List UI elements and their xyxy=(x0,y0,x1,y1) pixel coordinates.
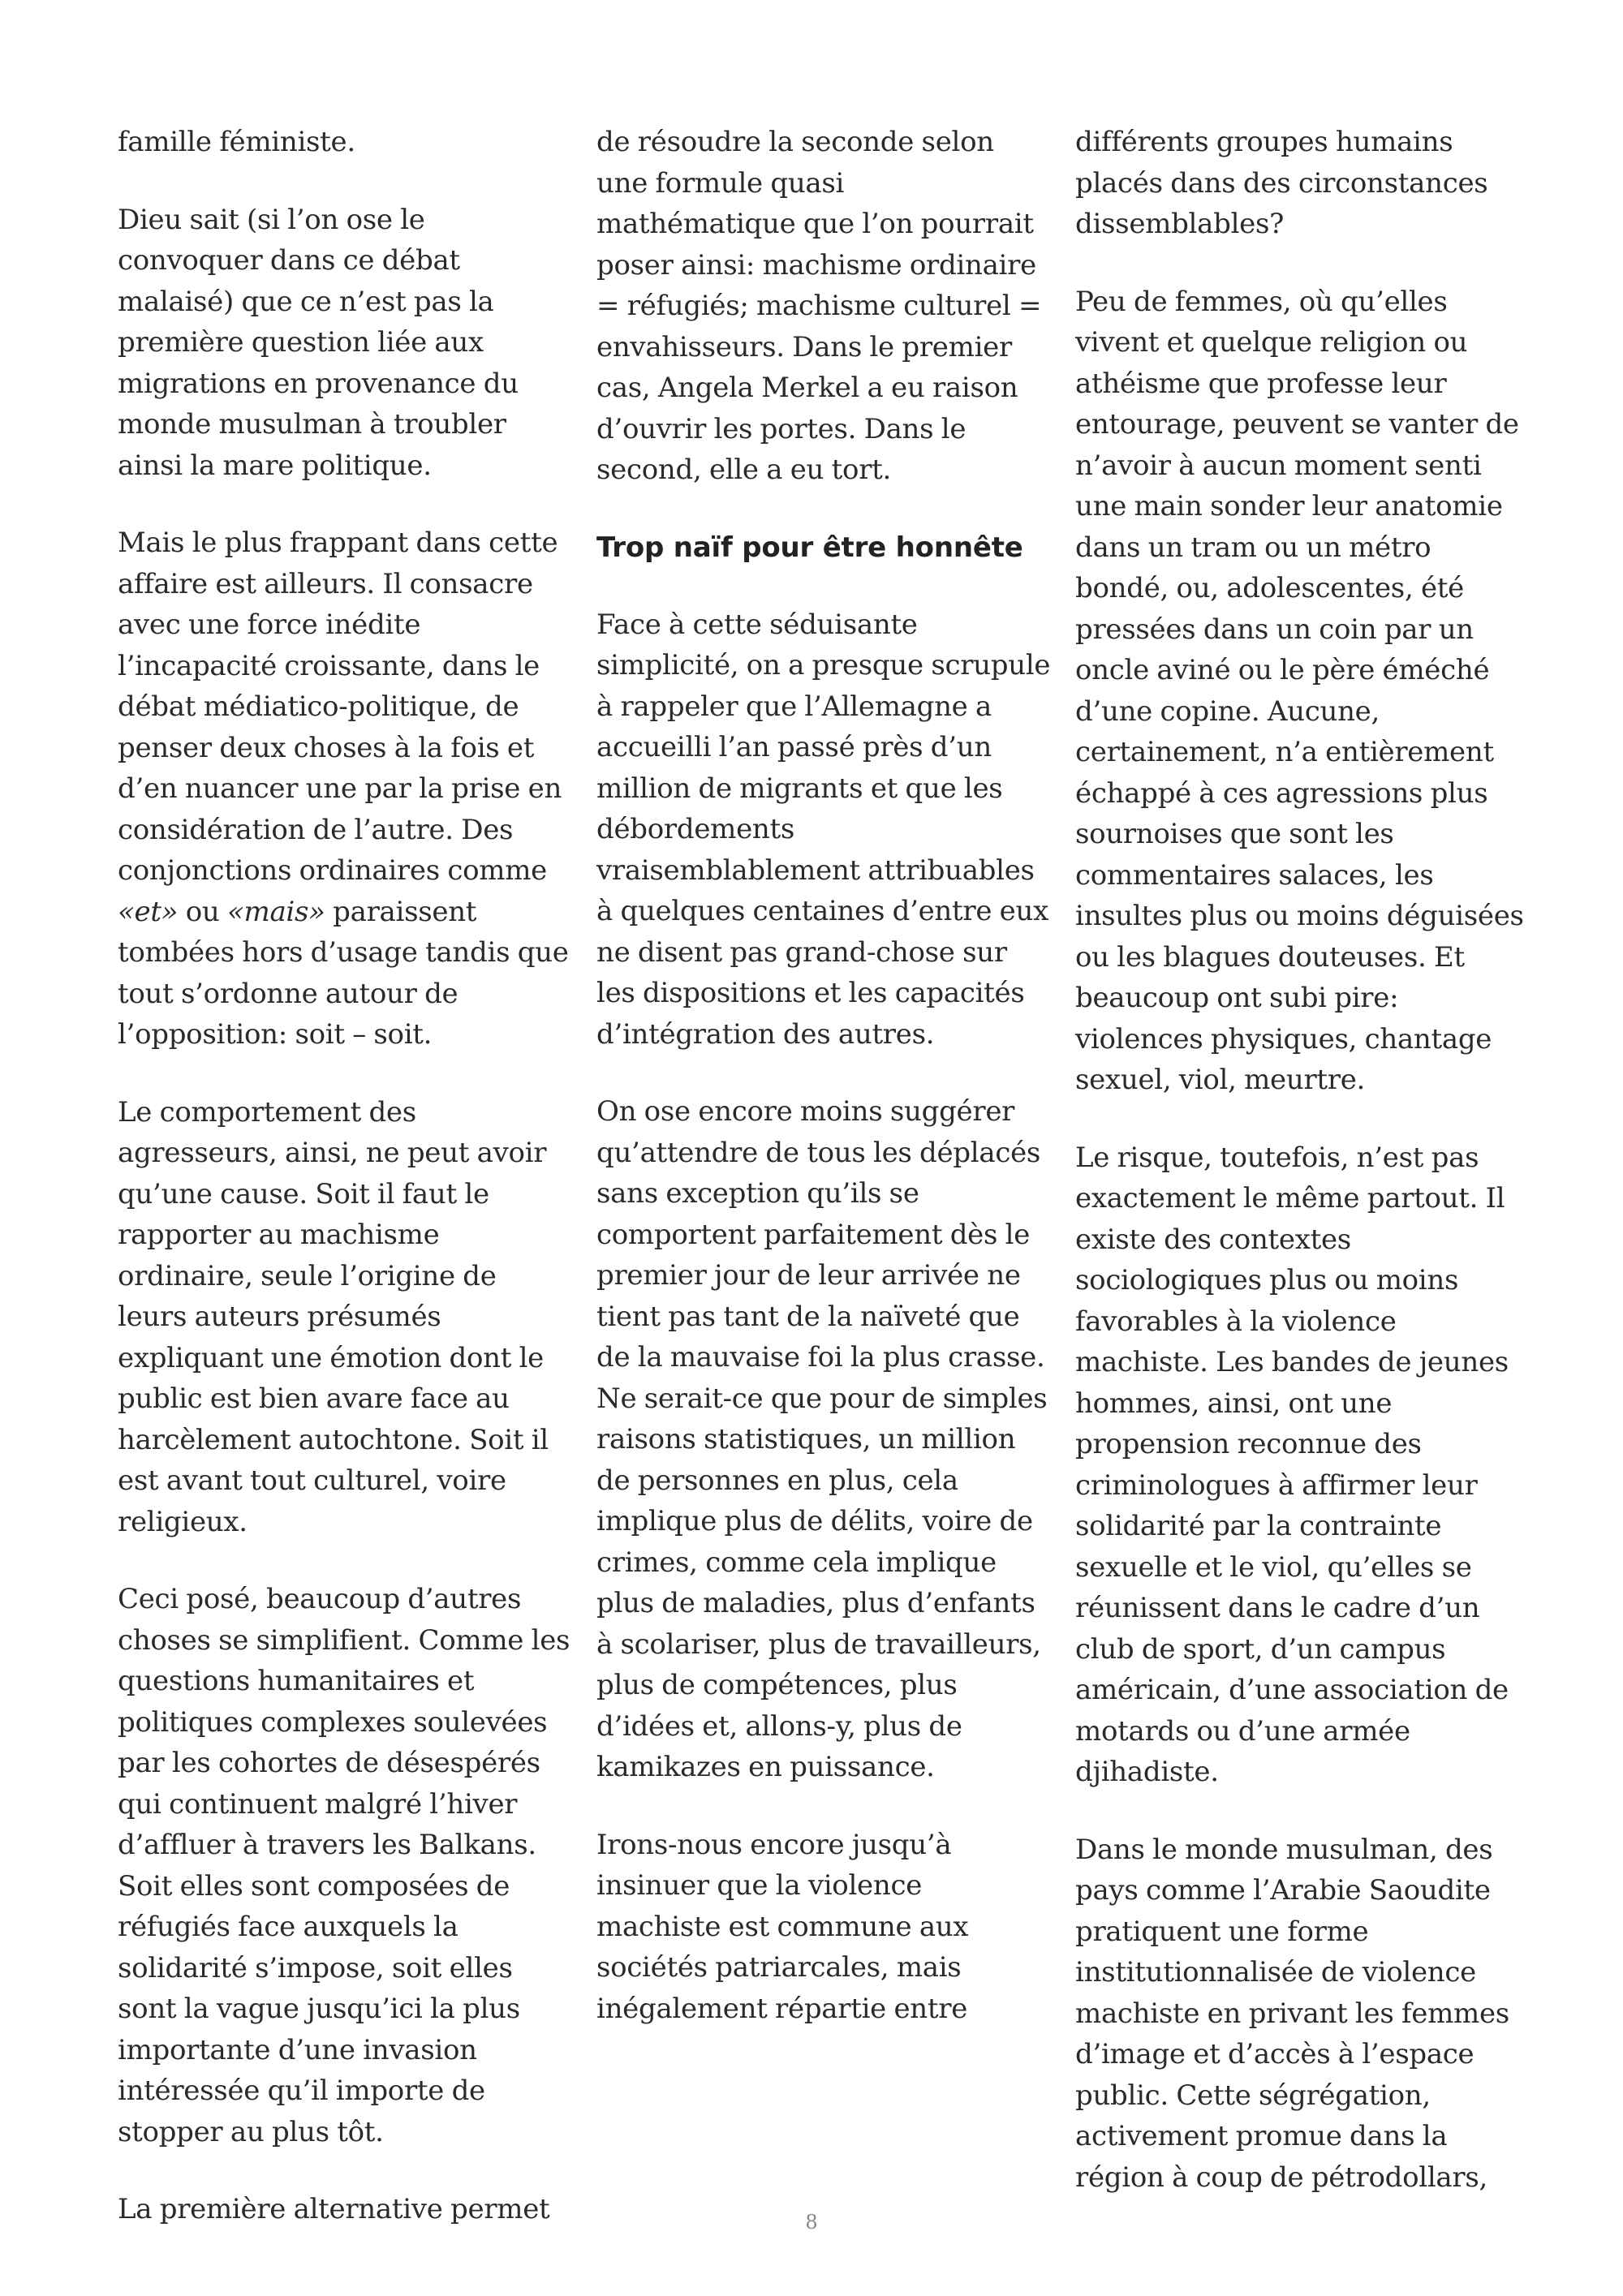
paragraph: Mais le plus frappant dans cette affaire est ailleurs. Il consacre avec une force inédite l’incapacité croissante, dans le débat médiatico-politique, de penser deux choses à la fois et d’en nuancer une par la prise en considération de l’autre. Des conjonctions ordinaires comme «et» ou «mais» paraissent tombées hors d’usage tandis que tout s’ordonne autour de l’opposition: soit – soit. xyxy=(118,527,569,1051)
paragraph: Le risque, toutefois, n’est pas exactement le même partout. Il existe des contextes sociologiques plus ou moins favorables à la violence machiste. Les bandes de jeunes hommes, ainsi, ont une propension reconnue des criminologues à affirmer leur solidarité par la contrainte sexuelle et le viol, qu’elles se réunissent dans le cadre d’un club de sport, d’un campus américain, d’une association de motards ou d’une armée djihadiste. xyxy=(1075,1141,1509,1788)
paragraph: Irons-nous encore jusqu’à insinuer que la violence machiste est commune aux sociétés patriarcales, mais inégalement répartie entre xyxy=(596,1828,969,2025)
paragraph: de résoudre la seconde selon une formule quasi mathématique que l’on pourrait poser ainsi: machisme ordinaire = réfugiés; machisme culturel = envahisseurs. Dans le premier cas, Angela Merkel a eu raison d’ouvrir les portes. Dans le second, elle a eu tort. xyxy=(596,126,1042,486)
paragraph: Peu de femmes, où qu’elles vivent et quelque religion ou athéisme que professe leur entourage, peuvent se vanter de n’avoir à aucun moment senti une main sonder leur anatomie dans un tram ou un métro bondé, ou, adolescentes, été pressées dans un coin par un oncle aviné ou le père éméché d’une copine. Aucune, certainement, n’a entièrement échappé à ces agressions plus sournoises que sont les commentaires salaces, les insultes plus ou moins déguisées ou les blagues douteuses. Et beaucoup ont subi pire: violences physiques, chantage sexuel, viol, meurtre. xyxy=(1075,285,1524,1096)
paragraph: Ceci posé, beaucoup d’autres choses se simplifient. Comme les questions humanitaires et politiques complexes soulevées par les cohortes de désespérés qui continuent malgré l’hiver d’affluer à travers les Balkans. Soit elles sont composées de réfugiés face auxquels la solidarité s’impose, soit elles sont la vague jusqu’ici la plus importante d’une invasion intéressée qu’il importe de stopper au plus tôt. xyxy=(118,1583,570,2148)
paragraph: La première alternative permet xyxy=(118,2193,550,2225)
text-column-1 xyxy=(118,122,572,2267)
page-number: 8 xyxy=(805,2211,818,2234)
paragraph: différents groupes humains placés dans des circonstances dissemblables? xyxy=(1075,126,1488,240)
paragraph: famille féministe. xyxy=(118,126,355,158)
paragraph: Face à cette séduisante simplicité, on a presque scrupule à rappeler que l’Allemagne a accueilli l’an passé près d’un million de migrants et que les débordements vraisemblablement attribuables à quelques centaines d’entre eux ne disent pas grand-chose sur les dispositions et les capacités d’intégration des autres. xyxy=(596,608,1051,1051)
paragraph: Dans le monde musulman, des pays comme l’Arabie Saoudite pratiquent une forme institutionnalisée de violence machiste en privant les femmes d’image et d’accès à l’espace public. Cette ségrégation, activement promue dans la région à coup de pétrodollars, xyxy=(1075,1833,1509,2194)
text-column-2 xyxy=(596,122,1051,2066)
paragraph: Dieu sait (si l’on ose le convoquer dans ce débat malaisé) que ce n’est pas la première question liée aux migrations en provenance du monde musulman à troubler ainsi la mare politique. xyxy=(118,203,519,482)
text-column-3 xyxy=(1075,122,1530,2234)
section-heading: Trop naïf pour être honnête xyxy=(596,531,1023,564)
paragraph: On ose encore moins suggérer qu’attendre de tous les déplacés sans exception qu’ils se comportent parfaitement dès le premier jour de leur arrivée ne tient pas tant de la naïveté que de la mauvaise foi la plus crasse. Ne serait-ce que pour de simples raisons statistiques, un million de personnes en plus, cela implique plus de délits, voire de crimes, comme cela implique plus de maladies, plus d’enfants à scolariser, plus de travailleurs, plus de compétences, plus d’idées et, allons-y, plus de kamikazes en puissance. xyxy=(596,1095,1048,1783)
paragraph: Le comportement des agresseurs, ainsi, ne peut avoir qu’une cause. Soit il faut le rapporter au machisme ordinaire, seule l’origine de leurs auteurs présumés expliquant une émotion dont le public est bien avare face au harcèlement autochtone. Soit il est avant tout culturel, voire religieux. xyxy=(118,1095,549,1538)
